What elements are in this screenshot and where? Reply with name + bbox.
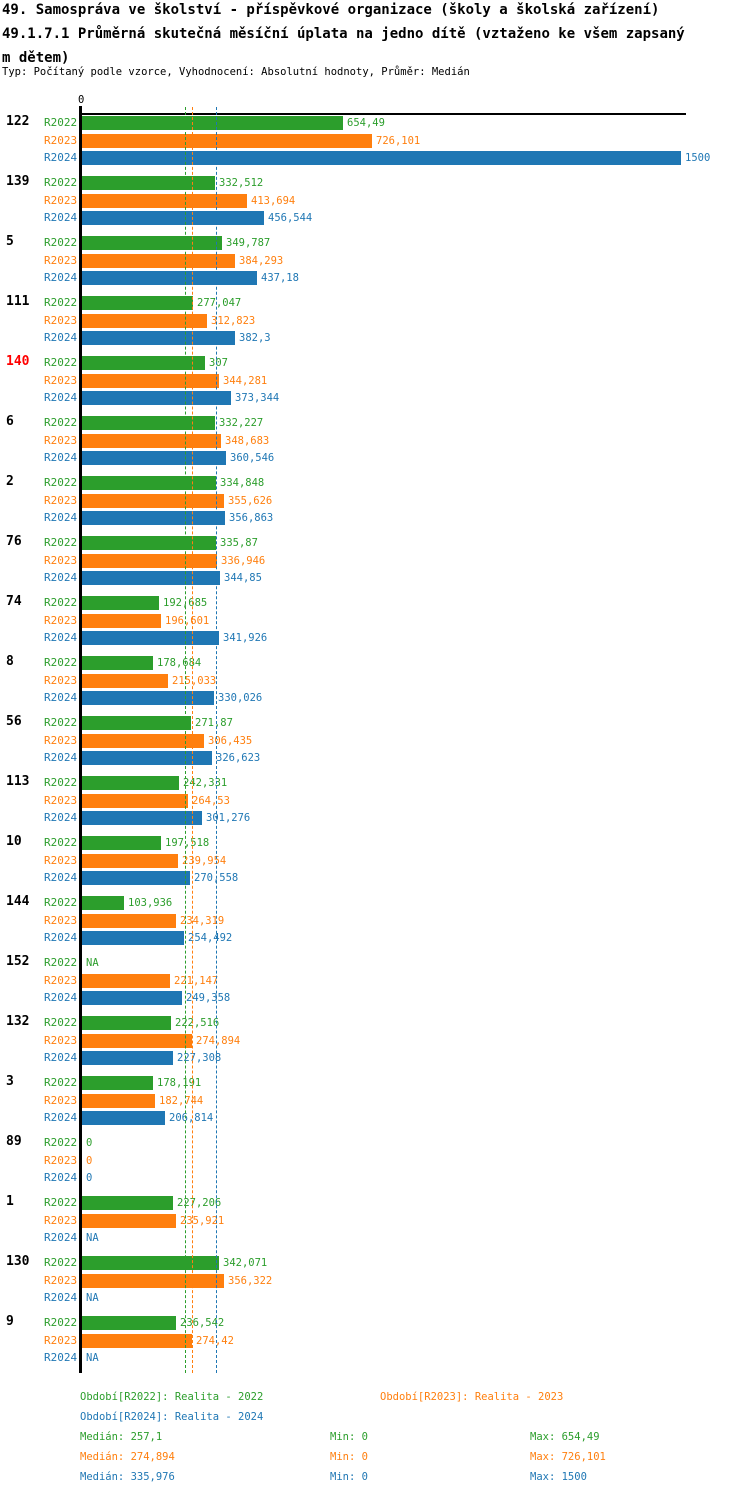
series-label: R2024: [44, 571, 78, 584]
value-label: 335,87: [220, 537, 258, 549]
bar-140-R2024: [82, 391, 231, 405]
value-label: 197,518: [165, 837, 210, 849]
legend-R2023: Období[R2023]: Realita - 2023: [380, 1391, 564, 1403]
value-label: 356,322: [228, 1275, 273, 1287]
value-axis-line: [79, 113, 686, 115]
series-label: R2022: [44, 1076, 78, 1089]
bar-76-R2022: [82, 536, 216, 550]
chart-subtitle: Typ: Počítaný podle vzorce, Vyhodnocení: Absolutní hodnoty, Průměr: Medián: [2, 66, 470, 78]
bar-76-R2024: [82, 571, 220, 585]
group-label: 9: [6, 1314, 14, 1329]
bar-10-R2024: [82, 871, 190, 885]
series-label: R2024: [44, 1291, 78, 1304]
series-label: R2022: [44, 656, 78, 669]
series-label: R2024: [44, 991, 78, 1004]
bar-140-R2022: [82, 356, 205, 370]
bar-56-R2022: [82, 716, 191, 730]
value-label: 332,227: [219, 417, 264, 429]
series-label: R2022: [44, 356, 78, 369]
series-label: R2023: [44, 314, 78, 327]
series-label: R2022: [44, 1196, 78, 1209]
series-label: R2022: [44, 836, 78, 849]
bar-10-R2023: [82, 854, 178, 868]
series-label: R2024: [44, 751, 78, 764]
value-label: NA: [86, 1352, 99, 1364]
value-label: 182,744: [159, 1095, 204, 1107]
group-label: 5: [6, 234, 14, 249]
value-label: 360,546: [230, 452, 275, 464]
value-label: NA: [86, 1292, 99, 1304]
series-label: R2023: [44, 134, 78, 147]
bar-8-R2022: [82, 656, 153, 670]
value-label: 437,18: [261, 272, 299, 284]
series-label: R2022: [44, 956, 78, 969]
value-label: 274,894: [196, 1035, 241, 1047]
group-label: 130: [6, 1254, 30, 1269]
group-label: 1: [6, 1194, 14, 1209]
series-label: R2023: [44, 434, 78, 447]
stat-max-R2024: Max: 1500: [530, 1471, 587, 1483]
median-line-R2024: [216, 107, 217, 1373]
series-label: R2022: [44, 596, 78, 609]
bar-5-R2023: [82, 254, 235, 268]
group-label: 89: [6, 1134, 22, 1149]
series-label: R2023: [44, 1214, 78, 1227]
bar-132-R2024: [82, 1051, 173, 1065]
series-label: R2024: [44, 511, 78, 524]
series-label: R2022: [44, 896, 78, 909]
legend-R2024: Období[R2024]: Realita - 2024: [80, 1411, 264, 1423]
series-label: R2022: [44, 176, 78, 189]
value-label: 274,42: [196, 1335, 234, 1347]
series-label: R2022: [44, 1016, 78, 1029]
value-label: 242,331: [183, 777, 228, 789]
value-label: 382,3: [239, 332, 271, 344]
bar-3-R2023: [82, 1094, 155, 1108]
series-label: R2024: [44, 631, 78, 644]
series-label: R2022: [44, 776, 78, 789]
value-label: NA: [86, 1232, 99, 1244]
value-label: 227,308: [177, 1052, 222, 1064]
series-label: R2024: [44, 1171, 78, 1184]
bar-8-R2024: [82, 691, 214, 705]
value-label: 221,147: [174, 975, 219, 987]
chart-title-line-1: 49. Samospráva ve školství - příspěvkové organizace (školy a školská zařízení): [2, 2, 660, 18]
bar-10-R2022: [82, 836, 161, 850]
chart-title-line-3: m dětem): [2, 50, 70, 66]
bar-130-R2022: [82, 1256, 219, 1270]
stat-min-R2022: Min: 0: [330, 1431, 368, 1443]
series-label: R2024: [44, 211, 78, 224]
series-label: R2024: [44, 151, 78, 164]
value-label: 277,047: [197, 297, 242, 309]
series-label: R2022: [44, 1136, 78, 1149]
median-line-R2023: [192, 107, 193, 1373]
bar-1-R2022: [82, 1196, 173, 1210]
series-label: R2024: [44, 1111, 78, 1124]
group-label: 122: [6, 114, 30, 129]
bar-1-R2023: [82, 1214, 176, 1228]
series-label: R2023: [44, 1274, 78, 1287]
bar-76-R2023: [82, 554, 217, 568]
series-label: R2022: [44, 116, 78, 129]
bar-144-R2024: [82, 931, 184, 945]
value-label: 0: [86, 1137, 93, 1149]
stat-median-R2023: Medián: 274,894: [80, 1451, 175, 1463]
series-label: R2022: [44, 1256, 78, 1269]
value-label: 342,071: [223, 1257, 268, 1269]
group-label: 76: [6, 534, 22, 549]
series-label: R2024: [44, 331, 78, 344]
series-label: R2023: [44, 974, 78, 987]
series-label: R2024: [44, 1351, 78, 1364]
stat-min-R2024: Min: 0: [330, 1471, 368, 1483]
value-label: NA: [86, 957, 99, 969]
value-label: 332,512: [219, 177, 264, 189]
value-label: 384,293: [239, 255, 284, 267]
bar-113-R2024: [82, 811, 202, 825]
series-label: R2023: [44, 1094, 78, 1107]
bar-9-R2022: [82, 1316, 176, 1330]
value-label: 413,694: [251, 195, 296, 207]
group-label: 144: [6, 894, 30, 909]
series-label: R2023: [44, 794, 78, 807]
bar-122-R2023: [82, 134, 372, 148]
bar-132-R2022: [82, 1016, 171, 1030]
series-label: R2022: [44, 296, 78, 309]
bar-8-R2023: [82, 674, 168, 688]
bar-6-R2023: [82, 434, 221, 448]
series-label: R2024: [44, 931, 78, 944]
series-label: R2022: [44, 416, 78, 429]
value-label: 264,53: [192, 795, 230, 807]
value-label: 270,558: [194, 872, 239, 884]
series-label: R2023: [44, 1154, 78, 1167]
series-label: R2023: [44, 854, 78, 867]
value-label: 222,516: [175, 1017, 220, 1029]
series-label: R2024: [44, 451, 78, 464]
value-label: 312,823: [211, 315, 256, 327]
group-label: 3: [6, 1074, 14, 1089]
value-label: 373,344: [235, 392, 280, 404]
group-label: 152: [6, 954, 30, 969]
legend-R2022: Období[R2022]: Realita - 2022: [80, 1391, 264, 1403]
bar-139-R2022: [82, 176, 215, 190]
bar-111-R2022: [82, 296, 193, 310]
series-label: R2023: [44, 614, 78, 627]
value-label: 178,684: [157, 657, 202, 669]
value-label: 1500: [685, 152, 711, 164]
bar-139-R2024: [82, 211, 264, 225]
series-label: R2023: [44, 494, 78, 507]
value-label: 301,276: [206, 812, 251, 824]
bar-9-R2023: [82, 1334, 192, 1348]
bar-144-R2022: [82, 896, 124, 910]
series-label: R2022: [44, 236, 78, 249]
value-label: 307: [209, 357, 228, 369]
value-label: 236,542: [180, 1317, 225, 1329]
bar-74-R2022: [82, 596, 159, 610]
bar-6-R2022: [82, 416, 215, 430]
bar-111-R2024: [82, 331, 235, 345]
value-label: 344,281: [223, 375, 268, 387]
group-label: 111: [6, 294, 30, 309]
series-label: R2024: [44, 271, 78, 284]
value-label: 306,435: [208, 735, 253, 747]
group-label: 132: [6, 1014, 30, 1029]
bar-3-R2024: [82, 1111, 165, 1125]
series-label: R2024: [44, 1051, 78, 1064]
series-label: R2023: [44, 254, 78, 267]
bar-5-R2024: [82, 271, 257, 285]
value-label: 103,936: [128, 897, 173, 909]
bar-3-R2022: [82, 1076, 153, 1090]
stat-max-R2023: Max: 726,101: [530, 1451, 606, 1463]
value-label: 196,601: [165, 615, 210, 627]
bar-152-R2023: [82, 974, 170, 988]
value-label: 330,026: [218, 692, 263, 704]
series-label: R2024: [44, 811, 78, 824]
bar-2-R2023: [82, 494, 224, 508]
group-label: 140: [6, 354, 30, 369]
value-label: 271,87: [195, 717, 233, 729]
bar-74-R2023: [82, 614, 161, 628]
value-label: 254,492: [188, 932, 233, 944]
bar-132-R2023: [82, 1034, 192, 1048]
series-label: R2022: [44, 1316, 78, 1329]
series-label: R2023: [44, 1334, 78, 1347]
value-label: 356,863: [229, 512, 274, 524]
series-label: R2022: [44, 716, 78, 729]
series-label: R2024: [44, 1231, 78, 1244]
bar-144-R2023: [82, 914, 176, 928]
group-label: 139: [6, 174, 30, 189]
stat-min-R2023: Min: 0: [330, 1451, 368, 1463]
value-label: 336,946: [221, 555, 266, 567]
stat-max-R2022: Max: 654,49: [530, 1431, 600, 1443]
value-label: 348,683: [225, 435, 270, 447]
series-label: R2023: [44, 554, 78, 567]
bar-2-R2022: [82, 476, 216, 490]
value-label: 235,921: [180, 1215, 225, 1227]
value-label: 654,49: [347, 117, 385, 129]
group-label: 113: [6, 774, 30, 789]
value-label: 456,544: [268, 212, 313, 224]
bar-113-R2023: [82, 794, 188, 808]
series-label: R2023: [44, 734, 78, 747]
group-label: 2: [6, 474, 14, 489]
series-label: R2024: [44, 391, 78, 404]
series-label: R2024: [44, 871, 78, 884]
value-label: 355,626: [228, 495, 273, 507]
stat-median-R2024: Medián: 335,976: [80, 1471, 175, 1483]
group-label: 74: [6, 594, 22, 609]
value-label: 341,926: [223, 632, 268, 644]
series-label: R2024: [44, 691, 78, 704]
value-label: 249,358: [186, 992, 231, 1004]
stat-median-R2022: Medián: 257,1: [80, 1431, 163, 1443]
bar-139-R2023: [82, 194, 247, 208]
value-label: 344,85: [224, 572, 262, 584]
series-label: R2022: [44, 476, 78, 489]
series-label: R2023: [44, 674, 78, 687]
group-label: 10: [6, 834, 22, 849]
group-label: 56: [6, 714, 22, 729]
bar-111-R2023: [82, 314, 207, 328]
bar-113-R2022: [82, 776, 179, 790]
bar-2-R2024: [82, 511, 225, 525]
bar-140-R2023: [82, 374, 219, 388]
value-label: 215,033: [172, 675, 217, 687]
bar-122-R2022: [82, 116, 343, 130]
value-label: 192,685: [163, 597, 208, 609]
value-label: 178,191: [157, 1077, 202, 1089]
bar-152-R2024: [82, 991, 182, 1005]
axis-origin-tick-label: 0: [78, 94, 85, 106]
series-label: R2023: [44, 1034, 78, 1047]
value-label: 0: [86, 1172, 93, 1184]
series-label: R2022: [44, 536, 78, 549]
series-label: R2023: [44, 194, 78, 207]
series-label: R2023: [44, 374, 78, 387]
bar-74-R2024: [82, 631, 219, 645]
bar-130-R2023: [82, 1274, 224, 1288]
bar-5-R2022: [82, 236, 222, 250]
group-label: 6: [6, 414, 14, 429]
median-line-R2022: [185, 107, 186, 1373]
value-label: 334,848: [220, 477, 265, 489]
value-label: 227,206: [177, 1197, 222, 1209]
value-label: 326,623: [216, 752, 261, 764]
value-label: 349,787: [226, 237, 271, 249]
value-label: 206,814: [169, 1112, 214, 1124]
value-label: 234,319: [180, 915, 225, 927]
series-label: R2023: [44, 914, 78, 927]
bar-6-R2024: [82, 451, 226, 465]
bar-122-R2024: [82, 151, 681, 165]
value-label: 726,101: [376, 135, 421, 147]
group-label: 8: [6, 654, 14, 669]
value-label: 0: [86, 1155, 93, 1167]
chart-title-line-2: 49.1.7.1 Průměrná skutečná měsíční úplata na jedno dítě (vztaženo ke všem zapsaný: [2, 26, 685, 42]
value-label: 239,954: [182, 855, 227, 867]
